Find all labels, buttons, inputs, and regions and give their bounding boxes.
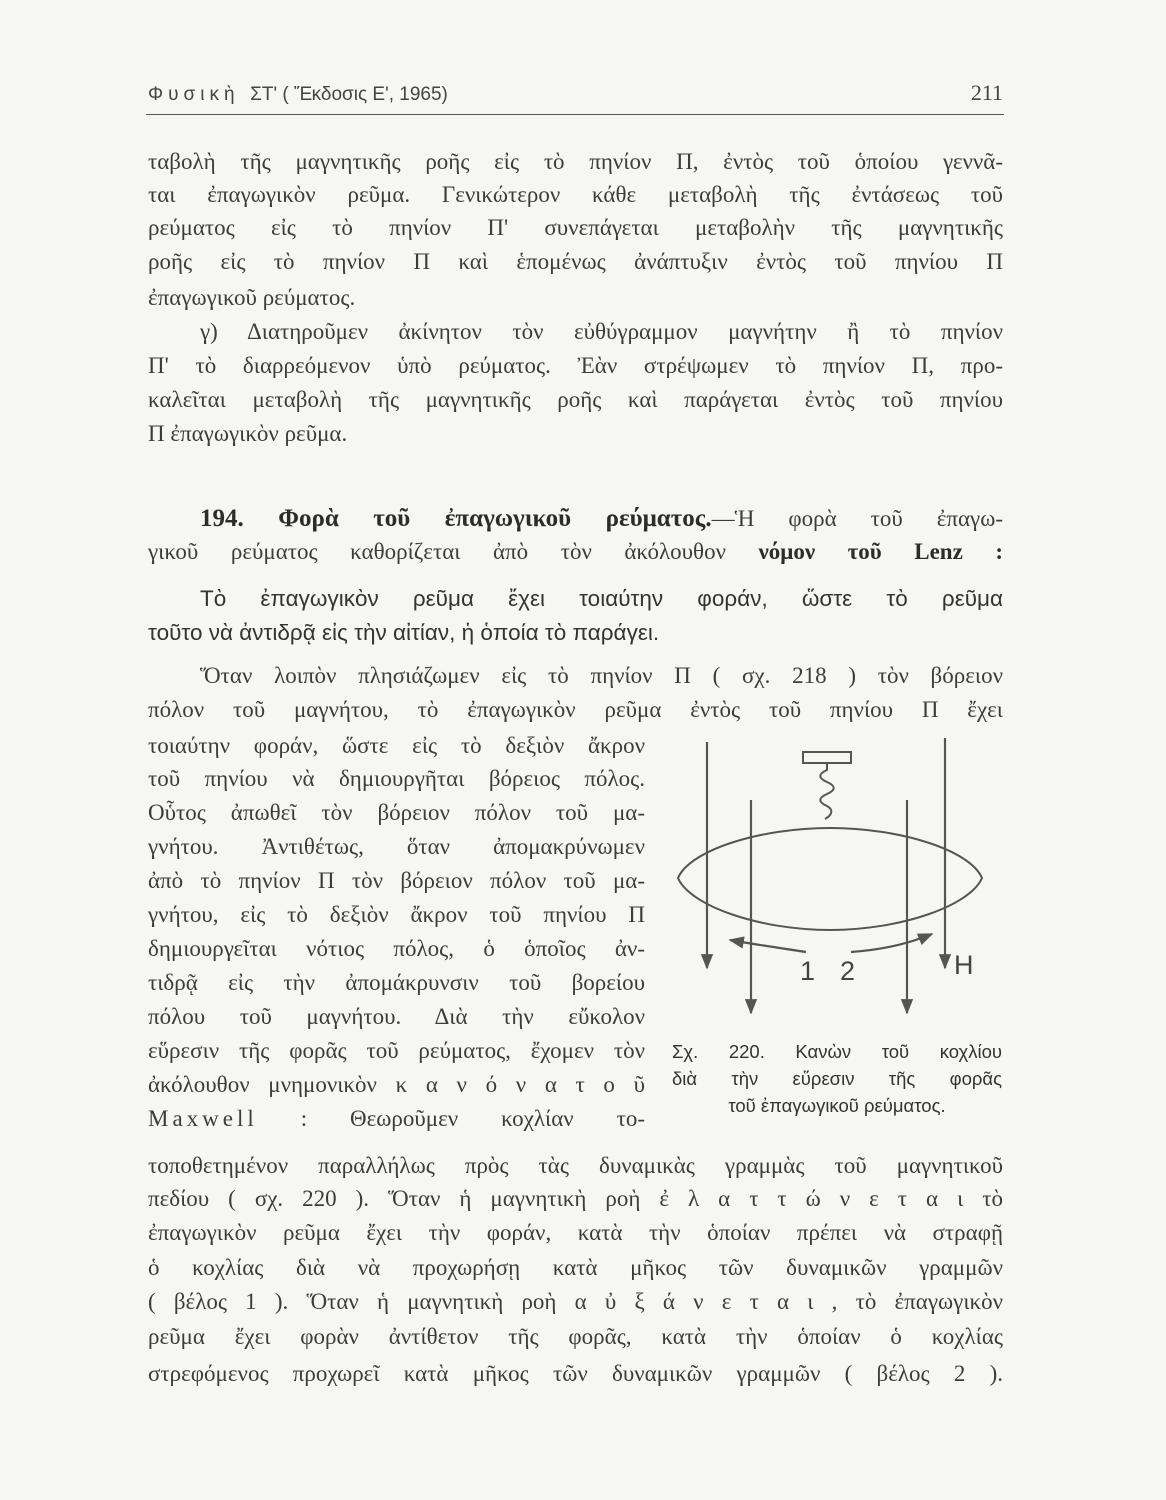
- text-line: πόλον τοῦ μαγνήτου, τὸ ἐπαγωγικὸν ρεῦμα ἐντὸς τοῦ πηνίου Π ἔχει: [148, 697, 1003, 722]
- class-label: ΣΤ': [250, 84, 278, 105]
- arrow-1-label: 1: [800, 956, 816, 986]
- text-line: γνήτου. Ἀντιθέτως, ὅταν ἀπομακρύνωμεν: [148, 834, 645, 859]
- corkscrew-handle: [803, 752, 851, 763]
- text-line: Π' τὸ διαρρεόμενον ὑπὸ ρεύματος. Ἐὰν στρέψωμεν τὸ πηνίον Π, προ-: [148, 353, 1003, 378]
- text-line: ἀπὸ τὸ πηνίον Π τὸν βόρειον πόλον τοῦ μα-: [148, 868, 645, 893]
- text-line: δημιουργεῖται νότιος πόλος, ὁ ὁποῖος ἀν-: [148, 936, 645, 961]
- caption-line: τοῦ ἐπαγωγικοῦ ρεύματος.: [728, 1095, 946, 1116]
- text-line: ται ἐπαγωγικὸν ρεῦμα. Γενικώτερον κάθε μεταβολὴ τῆς ἐντάσεως τοῦ: [148, 182, 1003, 207]
- text-fragment: —Ἡ φορὰ τοῦ ἐπαγω-: [711, 506, 1004, 531]
- text-line: πόλου τοῦ μαγνήτου. Διὰ τὴν εὔκολον: [148, 1004, 645, 1029]
- text-line: τιδρᾷ εἰς τὴν ἀπομάκρυνσιν τοῦ βορείου: [148, 970, 645, 995]
- text-line: Π ἐπαγωγικὸν ρεῦμα.: [148, 421, 348, 446]
- field-h-label: H: [954, 950, 974, 980]
- text-line: ὁ κοχλίας διὰ νὰ προχωρήσῃ κατὰ μῆκος τῶν δυναμικῶν γραμμῶν: [148, 1255, 1003, 1280]
- edition-label: ( Ἔκδοσις Ε', 1965): [282, 84, 448, 105]
- text-line: ρεύματος εἰς τὸ πηνίον Π' συνεπάγεται μεταβολὴν τῆς μαγνητικῆς: [148, 215, 1003, 240]
- text-line: στρεφόμενος προχωρεῖ κατὰ μῆκος τῶν δυναμικῶν γραμμῶν ( βέλος 2 ).: [148, 1361, 1003, 1386]
- text-line: ἀκόλουθον μνημονικὸν κ α ν ό ν α τ ο ῦ: [148, 1072, 645, 1097]
- text-line: καλεῖται μεταβολὴ τῆς μαγνητικῆς ροῆς καὶ παράγεται ἐντὸς τοῦ πηνίου: [148, 387, 1003, 412]
- text-line: τοιαύτην φοράν, ὥστε εἰς τὸ δεξιὸν ἄκρον: [148, 733, 645, 758]
- page-number: 211: [970, 80, 1003, 105]
- lenz-law-name: νόμον τοῦ Lenz :: [758, 539, 1003, 564]
- maxwell-name: Maxwell: [148, 1106, 258, 1131]
- text-line: Οὗτος ἀπωθεῖ τὸν βόρειον πόλον τοῦ μα-: [148, 800, 645, 825]
- text-line: γ) Διατηροῦμεν ἀκίνητον τὸν εὐθύγραμμον μαγνήτην ἢ τὸ πηνίον: [200, 319, 1003, 344]
- text-line: ροῆς εἰς τὸ πηνίον Π καὶ ἑπομένως ἀνάπτυξιν ἐντὸς τοῦ πηνίου Π: [148, 249, 1003, 274]
- section-heading: 194. Φορὰ τοῦ ἐπαγωγικοῦ ρεύματος.: [200, 505, 712, 532]
- text-line: ἐπαγωγικοῦ ρεύματος.: [148, 285, 356, 310]
- text-line: ταβολὴ τῆς μαγνητικῆς ροῆς εἰς τὸ πηνίον Π, ἐντὸς τοῦ ὁποίου γεννᾶ-: [148, 149, 1003, 174]
- text-line: εὕρεσιν τῆς φορᾶς τοῦ ρεύματος, ἔχομεν τὸν: [148, 1038, 645, 1063]
- coil-loop: [678, 828, 982, 930]
- caption-line: διὰ τὴν εὕρεσιν τῆς φορᾶς: [672, 1068, 1002, 1089]
- text-line: τοποθετημένον παραλλήλως πρὸς τὰς δυναμικὰς γραμμὰς τοῦ μαγνητικοῦ: [148, 1153, 1003, 1178]
- lenz-law-line: Τὸ ἐπαγωγικὸν ρεῦμα ἔχει τοιαύτην φοράν, ὥστε τὸ ρεῦμα: [200, 586, 1003, 611]
- book-title: Φυσικὴ: [148, 84, 240, 105]
- arrow-2: [851, 934, 932, 952]
- text-fragment: : Θεωροῦμεν κοχλίαν το-: [300, 1106, 645, 1131]
- text-fragment: γικοῦ ρεύματος καθορίζεται ἀπὸ τὸν ἀκόλουθον: [148, 539, 726, 564]
- text-line: γνήτου, εἰς τὸ δεξιὸν ἄκρον τοῦ πηνίου Π: [148, 902, 645, 927]
- arrow-1: [730, 940, 806, 952]
- text-line: ἐπαγωγικὸν ρεῦμα ἔχει τὴν φοράν, κατὰ τὴν ὁποίαν πρέπει νὰ στραφῇ: [148, 1220, 1003, 1245]
- lenz-law-line: τοῦτο νὰ ἀντιδρᾷ εἰς τὴν αἰτίαν, ἡ ὁποία τὸ παράγει.: [148, 620, 660, 645]
- text-line: πεδίου ( σχ. 220 ). Ὅταν ἡ μαγνητικὴ ροὴ ἐ λ α τ τ ώ ν ε τ α ι τὸ: [148, 1186, 1003, 1211]
- text-line: τοῦ πηνίου νὰ δημιουργῆται βόρειος πόλος.: [148, 766, 645, 791]
- corkscrew-spiral: [820, 763, 834, 819]
- figure-caption: [672, 1038, 1002, 1119]
- text-line: ( βέλος 1 ). Ὅταν ἡ μαγνητικὴ ροὴ α ὐ ξ ά ν ε τ α ι , τὸ ἐπαγωγικὸν: [148, 1289, 1003, 1314]
- arrow-2-label: 2: [840, 956, 856, 986]
- text-line: ρεῦμα ἔχει φορὰν ἀντίθετον τῆς φορᾶς, κατὰ τὴν ὁποίαν ὁ κοχλίας: [148, 1324, 1003, 1349]
- text-line: Ὅταν λοιπὸν πλησιάζωμεν εἰς τὸ πηνίον Π ( σχ. 218 ) τὸν βόρειον: [200, 663, 1003, 688]
- caption-line: Σχ. 220. Κανὼν τοῦ κοχλίου: [672, 1041, 1002, 1062]
